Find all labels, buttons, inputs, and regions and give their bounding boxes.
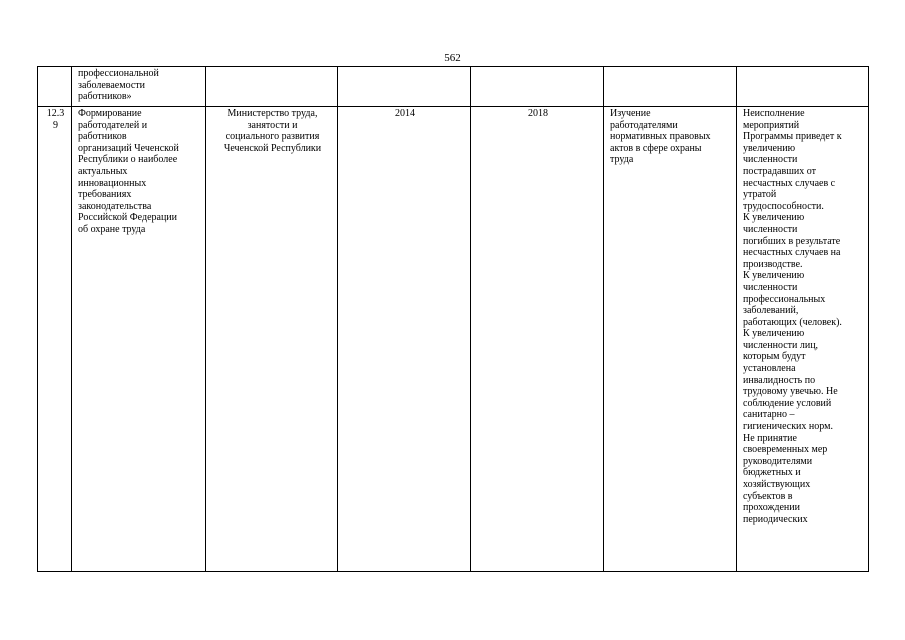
row-number-cell xyxy=(38,67,72,107)
row-number-cell: 12.3 9 xyxy=(38,107,72,572)
start-year-cell: 2014 xyxy=(338,107,471,572)
program-measures-table xyxy=(37,66,869,572)
executor-cell: Министерство труда, занятости и социального развития Чеченской Республики xyxy=(206,107,338,572)
measure-cell: Формирование работодателей и работников организаций Чеченской Республики о наиболее актуальных инновационных требованиях законодательства Российской Федерации об охране труда xyxy=(72,107,206,572)
table-row xyxy=(38,67,869,107)
result-cell: Изучение работодателями нормативных правовых актов в сфере охраны труда xyxy=(604,107,737,572)
executor-cell xyxy=(206,67,338,107)
page-number: 562 xyxy=(444,52,461,64)
consequence-cell xyxy=(737,67,869,107)
end-year-cell xyxy=(471,67,604,107)
measure-cell: профессиональной заболеваемости работников» xyxy=(72,67,206,107)
result-cell xyxy=(604,67,737,107)
table-row xyxy=(38,107,869,572)
consequence-cell: Неисполнение мероприятий Программы приведет к увеличению численности пострадавших от несчастных случаев с утратой трудоспособности. К увеличению численности погибших в результате несчастных случаев на производстве. К увеличению численности профессиональных заболеваний, работающих (человек). К увеличению численности лиц, которым будут установлена инвалидность по трудовому увечью. Не соблюдение условий санитарно – гигиенических норм. Не принятие своевременных мер руководителями бюджетных и хозяйствующих субъектов в прохождении периодических xyxy=(737,107,869,572)
start-year-cell xyxy=(338,67,471,107)
end-year-cell: 2018 xyxy=(471,107,604,572)
